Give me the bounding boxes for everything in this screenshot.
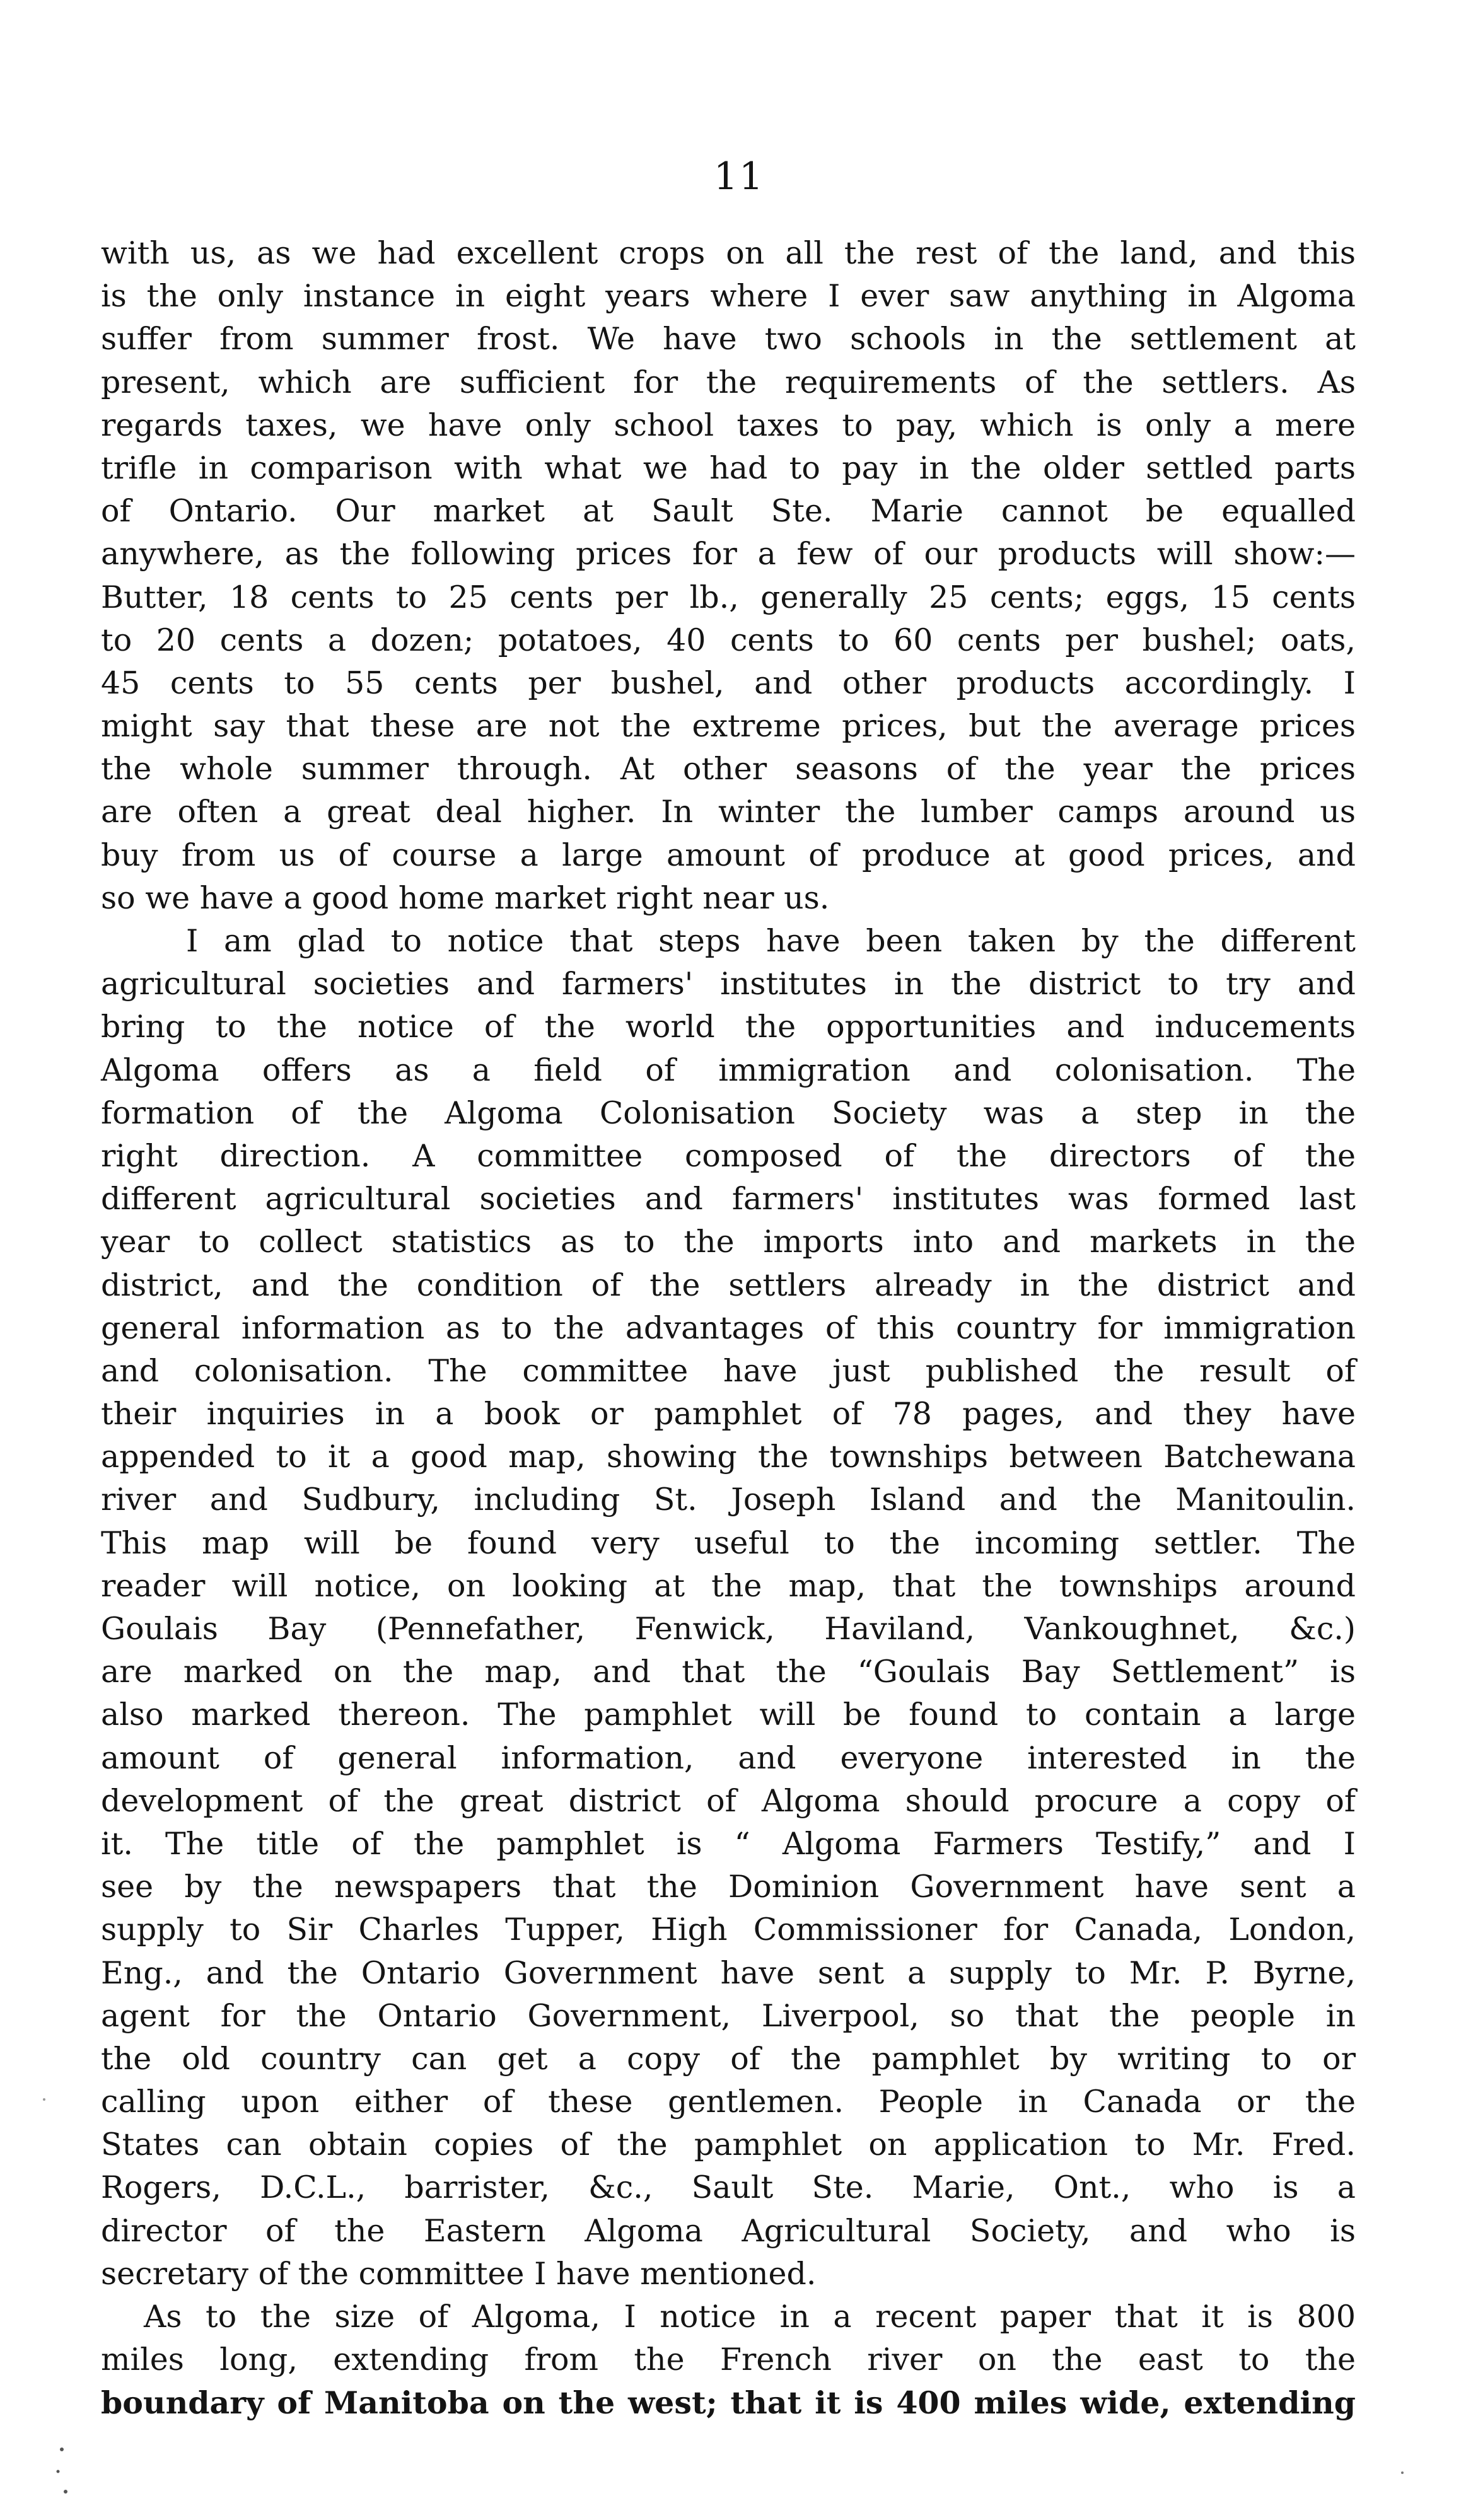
text-line: is the only instance in eight years where I ever saw anything in Algoma: [101, 278, 1356, 315]
text-line: As to the size of Algoma, I notice in a recent paper that it is 800: [144, 2299, 1356, 2335]
text-line: their inquiries in a book or pamphlet of 78 pages, and they have: [101, 1396, 1356, 1432]
speck: [60, 2447, 64, 2451]
text-line: anywhere, as the following prices for a few of our products will show:—: [101, 536, 1356, 572]
body-text: [101, 232, 1356, 2425]
text-line: right direction. A committee composed of the directors of the: [101, 1137, 1356, 1174]
text-line: Butter, 18 cents to 25 cents per lb., generally 25 cents; eggs, 15 cents: [101, 579, 1356, 615]
text-line: This map will be found very useful to the incoming settler. The: [101, 1524, 1356, 1561]
text-line: supply to Sir Charles Tupper, High Commissioner for Canada, London,: [101, 1912, 1356, 1948]
text-line: trifle in comparison with what we had to pay in the older settled parts: [101, 450, 1356, 486]
text-line: river and Sudbury, including St. Joseph Island and the Manitoulin.: [101, 1482, 1356, 1518]
text-line: are often a great deal higher. In winter the lumber camps around us: [101, 794, 1356, 830]
text-line: 45 cents to 55 cents per bushel, and other products accordingly. I: [101, 665, 1356, 701]
text-line: to 20 cents a dozen; potatoes, 40 cents to 60 cents per bushel; oats,: [101, 622, 1356, 658]
text-line: Eng., and the Ontario Government have sent a supply to Mr. P. Byrne,: [101, 1954, 1356, 1991]
text-line: present, which are sufficient for the requirements of the settlers. As: [101, 364, 1356, 400]
text-line: general information as to the advantages of this country for immigration: [101, 1309, 1356, 1346]
text-line: year to collect statistics as to the imports into and markets in the: [101, 1224, 1356, 1260]
text-line: the whole summer through. At other seasons of the year the prices: [101, 751, 1356, 787]
text-line: of Ontario. Our market at Sault Ste. Marie cannot be equalled: [101, 493, 1356, 530]
speck: [43, 2098, 45, 2101]
speck: [64, 2490, 67, 2494]
text-line: Rogers, D.C.L., barrister, &c., Sault Ste. Marie, Ont., who is a: [101, 2169, 1356, 2206]
text-line: calling upon either of these gentlemen. People in Canada or the: [101, 2084, 1356, 2120]
text-line: see by the newspapers that the Dominion Government have sent a: [101, 1869, 1356, 1905]
text-line: buy from us of course a large amount of produce at good prices, and: [101, 837, 1356, 873]
text-line: and colonisation. The committee have just published the result of: [101, 1352, 1356, 1389]
text-line: it. The title of the pamphlet is “ Algoma Farmers Testify,” and I: [101, 1825, 1356, 1862]
text-line: the old country can get a copy of the pamphlet by writing to or: [101, 2040, 1356, 2077]
text-line: boundary of Manitoba on the west; that it is 400 miles wide, extending: [101, 2384, 1356, 2422]
text-line: director of the Eastern Algoma Agricultural Society, and who is: [101, 2212, 1356, 2249]
text-line: with us, as we had excellent crops on all the rest of the land, and this: [101, 235, 1356, 271]
page-number: 11: [713, 154, 765, 199]
text-line: district, and the condition of the settlers already in the district and: [101, 1267, 1356, 1303]
speck: [57, 2470, 60, 2473]
text-line: secretary of the committee I have mentioned.: [101, 2255, 817, 2292]
text-line: formation of the Algoma Colonisation Society was a step in the: [101, 1095, 1356, 1131]
text-line: might say that these are not the extreme prices, but the average prices: [101, 708, 1356, 745]
text-line: Goulais Bay (Pennefather, Fenwick, Haviland, Vankoughnet, &c.): [101, 1611, 1356, 1647]
text-line: suffer from summer frost. We have two schools in the settlement at: [101, 321, 1356, 357]
text-line: States can obtain copies of the pamphlet on application to Mr. Fred.: [101, 2127, 1356, 2163]
text-line: Algoma offers as a field of immigration and colonisation. The: [101, 1052, 1356, 1088]
text-line: miles long, extending from the French river on the east to the: [101, 2342, 1356, 2378]
text-line: appended to it a good map, showing the townships between Batchewana: [101, 1439, 1356, 1475]
text-line: I am glad to notice that steps have been taken by the different: [186, 923, 1356, 959]
text-line: regards taxes, we have only school taxes to pay, which is only a mere: [101, 407, 1356, 443]
text-line: agricultural societies and farmers' institutes in the district to try and: [101, 966, 1356, 1002]
speck: [1401, 2471, 1404, 2474]
text-line: development of the great district of Algoma should procure a copy of: [101, 1782, 1356, 1819]
text-line: also marked thereon. The pamphlet will be found to contain a large: [101, 1697, 1356, 1733]
text-line: amount of general information, and everyone interested in the: [101, 1739, 1356, 1776]
text-line: are marked on the map, and that the “Goulais Bay Settlement” is: [101, 1654, 1356, 1690]
text-line: bring to the notice of the world the opportunities and inducements: [101, 1009, 1356, 1045]
text-line: reader will notice, on looking at the map, that the townships around: [101, 1567, 1356, 1604]
text-line: different agricultural societies and farmers' institutes was formed last: [101, 1181, 1356, 1217]
text-line: agent for the Ontario Government, Liverpool, so that the people in: [101, 1997, 1356, 2034]
text-line: so we have a good home market right near us.: [101, 880, 830, 916]
